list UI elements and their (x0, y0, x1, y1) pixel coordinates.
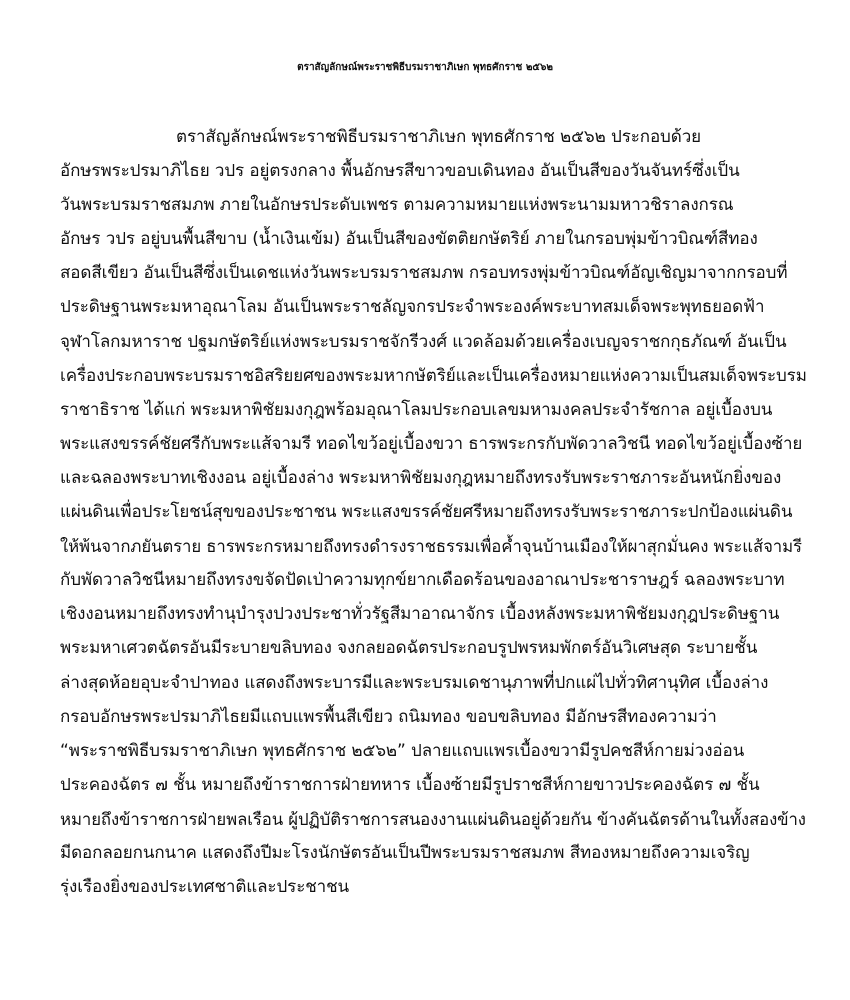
paragraph-line: ให้พ้นจากภยันตราย ธารพระกรหมายถึงทรงดำรงราชธรรมเพื่อค้ำจุนบ้านเมืองให้ผาสุกมั่นคง พระแส้จามรี (60, 536, 802, 557)
paragraph-line: เชิงงอนหมายถึงทรงทำนุบำรุงปวงประชาทั่วรัฐสีมาอาณาจักร เบื้องหลังพระมหาพิชัยมงกุฎประดิษฐาน (60, 604, 780, 625)
paragraph-line: แผ่นดินเพื่อประโยชน์สุขของประชาชน พระแสงขรรค์ชัยศรีหมายถึงทรงรับพระราชภาระปกป้องแผ่นดิน (60, 502, 793, 523)
paragraph-line: เครื่องประกอบพระบรมราชอิสริยยศของพระมหากษัตริย์และเป็นเครื่องหมายแห่งความเป็นสมเด็จพระบรม (60, 365, 807, 386)
paragraph-line: และฉลองพระบาทเชิงงอน อยู่เบื้องล่าง พระมหาพิชัยมงกุฎหมายถึงทรงรับพระราชภาระอันหนักยิ่งของ (60, 467, 782, 488)
paragraph-line: อักษรพระปรมาภิไธย วปร อยู่ตรงกลาง พื้นอักษรสีขาวขอบเดินทอง อันเป็นสีของวันจันทร์ซึ่งเป็น (60, 161, 740, 182)
paragraph-line: สอดสีเขียว อันเป็นสีซึ่งเป็นเดชแห่งวันพระบรมราชสมภพ กรอบทรงพุ่มข้าวบิณฑ์อัญเชิญมาจากกรอบที่ (60, 263, 788, 284)
paragraph-line: จุฬาโลกมหาราช ปฐมกษัตริย์แห่งพระบรมราชจักรีวงศ์ แวดล้อมด้วยเครื่องเบญจราชกกุธภัณฑ์ อันเป็น (60, 331, 787, 352)
paragraph-line: อักษร วปร อยู่บนพื้นสีขาบ (น้ำเงินเข้ม) อันเป็นสีของขัตติยกษัตริย์ ภายในกรอบพุ่มข้าวบิณฑ์สีทอง (60, 229, 758, 250)
paragraph-line: หมายถึงข้าราชการฝ่ายพลเรือน ผู้ปฏิบัติราชการสนองงานแผ่นดินอยู่ด้วยกัน ข้างคันฉัตรด้านในทั้งสองข้าง (60, 808, 806, 829)
paragraph-line: มีดอกลอยกนกนาค แสดงถึงปีมะโรงนักษัตรอันเป็นปีพระบรมราชสมภพ สีทองหมายถึงความเจริญ (60, 842, 750, 863)
paragraph-line: กับพัดวาลวิชนีหมายถึงทรงขจัดปัดเป่าความทุกข์ยากเดือดร้อนของอาณาประชาราษฎร์ ฉลองพระบาท (60, 570, 785, 591)
paragraph-line: ราชาธิราช ได้แก่ พระมหาพิชัยมงกุฎพร้อมอุณาโลมประกอบเลขมหามงคลประจำรัชกาล อยู่เบื้องบน (60, 399, 773, 420)
paragraph-line: “พระราชพิธีบรมราชาภิเษก พุทธศักราช ๒๕๖๒” ปลายแถบแพรเบื้องขวามีรูปคชสีห์กายม่วงอ่อน (60, 740, 745, 761)
paragraph-line: ตราสัญลักษณ์พระราชพิธีบรมราชาภิเษก พุทธศักราช ๒๕๖๒ ประกอบด้วย (176, 127, 701, 147)
paragraph-line: พระแสงขรรค์ชัยศรีกับพระแส้จามรี ทอดไขว้อยู่เบื้องขวา ธารพระกรกับพัดวาลวิชนี ทอดไขว้อยู่เบื้องซ้าย (60, 433, 803, 454)
paragraph-line: ประดิษฐานพระมหาอุณาโลม อันเป็นพระราชลัญจกรประจำพระองค์พระบาทสมเด็จพระพุทธยอดฟ้า (60, 297, 765, 318)
document-body (60, 120, 810, 904)
paragraph-line: กรอบอักษรพระปรมาภิไธยมีแถบแพรพื้นสีเขียว ถนิมทอง ขอบขลิบทอง มีอักษรสีทองความว่า (60, 706, 717, 727)
paragraph-line: พระมหาเศวตฉัตรอันมีระบายขลิบทอง จงกลยอดฉัตรประกอบรูปพรหมพักตร์อันวิเศษสุด ระบายชั้น (60, 638, 758, 659)
paragraph-line: ล่างสุดห้อยอุบะจำปาทอง แสดงถึงพระบารมีและพระบรมเดชานุภาพที่ปกแผ่ไปทั่วทิศานุทิศ เบื้องล่าง (60, 672, 769, 693)
paragraph-line: ประคองฉัตร ๗ ชั้น หมายถึงข้าราชการฝ่ายทหาร เบื้องซ้ายมีรูปราชสีห์กายขาวประคองฉัตร ๗ ชั้น (60, 774, 760, 795)
document-title: ตราสัญลักษณ์พระราชพิธีบรมราชาภิเษก พุทธศักราช ๒๕๖๒ (297, 62, 553, 73)
paragraph-line: รุ่งเรืองยิ่งของประเทศชาติและประชาชน (60, 877, 350, 898)
paragraph-line: วันพระบรมราชสมภพ ภายในอักษรประดับเพชร ตามความหมายแห่งพระนามมหาวชิราลงกรณ (60, 195, 734, 216)
